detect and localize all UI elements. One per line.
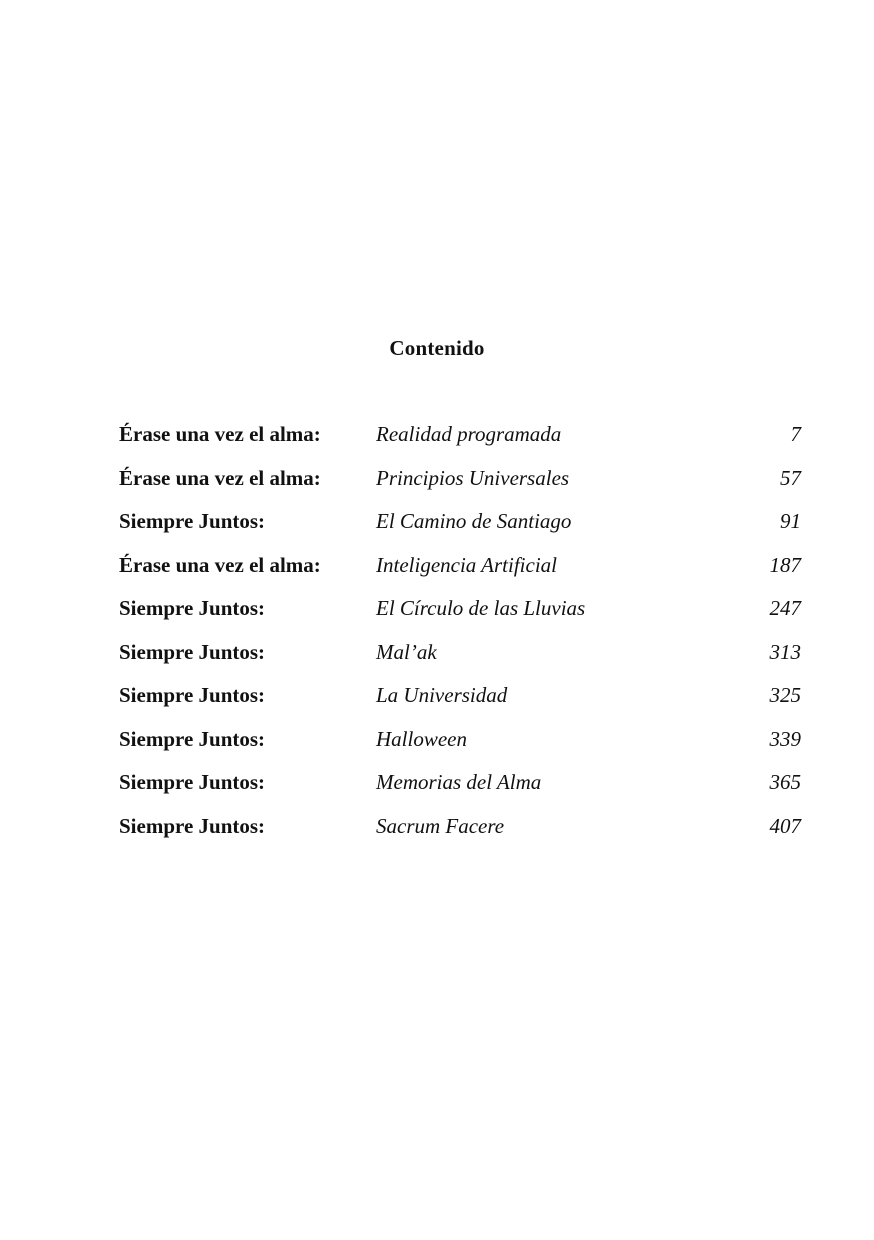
toc-page-number: 91: [780, 509, 801, 533]
toc-entry: [119, 679, 801, 723]
toc-entry: [119, 418, 801, 462]
toc-entry: [119, 505, 801, 549]
toc-entry: [119, 766, 801, 810]
toc-page-number: 407: [769, 813, 801, 838]
toc-chapter-title: Sacrum Facere: [376, 813, 505, 838]
toc-series-label: Siempre Juntos:: [119, 770, 266, 794]
toc-series-label: Siempre Juntos:: [119, 726, 266, 751]
toc-entry: [119, 592, 801, 636]
toc-series-label: Siempre Juntos:: [119, 813, 266, 838]
toc-chapter-title: Halloween: [376, 726, 467, 751]
toc-series-label: Érase una vez el alma:: [119, 552, 321, 577]
page-title: Contenido: [389, 336, 485, 360]
toc-series-label: Siempre Juntos:: [119, 683, 266, 707]
table-of-contents: [119, 418, 801, 853]
toc-series-label: Siempre Juntos:: [119, 509, 266, 533]
toc-chapter-title: Principios Universales: [376, 465, 570, 490]
toc-page-number: 187: [769, 552, 801, 577]
toc-chapter-title: Memorias del Alma: [376, 770, 542, 794]
toc-page-number: 313: [769, 639, 801, 664]
toc-chapter-title: Mal’ak: [376, 639, 437, 664]
toc-chapter-title: Inteligencia Artificial: [376, 552, 557, 577]
toc-page-number: 365: [769, 770, 801, 794]
toc-entry: [119, 636, 801, 680]
toc-entry: [119, 462, 801, 506]
toc-page-number: 247: [769, 596, 801, 620]
toc-chapter-title: Realidad programada: [376, 422, 562, 446]
toc-series-label: Siempre Juntos:: [119, 596, 266, 620]
toc-chapter-title: La Universidad: [376, 683, 508, 707]
toc-entry: [119, 810, 801, 854]
toc-entry: [119, 723, 801, 767]
toc-page-number: 7: [790, 422, 801, 446]
toc-page-number: 325: [769, 683, 801, 707]
toc-series-label: Érase una vez el alma:: [119, 422, 321, 446]
toc-page-number: 339: [769, 726, 801, 751]
toc-series-label: Érase una vez el alma:: [119, 465, 321, 490]
toc-page-number: 57: [780, 465, 801, 490]
toc-chapter-title: El Camino de Santiago: [376, 509, 572, 533]
toc-series-label: Siempre Juntos:: [119, 639, 266, 664]
toc-chapter-title: El Círculo de las Lluvias: [376, 596, 586, 620]
toc-entry: [119, 549, 801, 593]
